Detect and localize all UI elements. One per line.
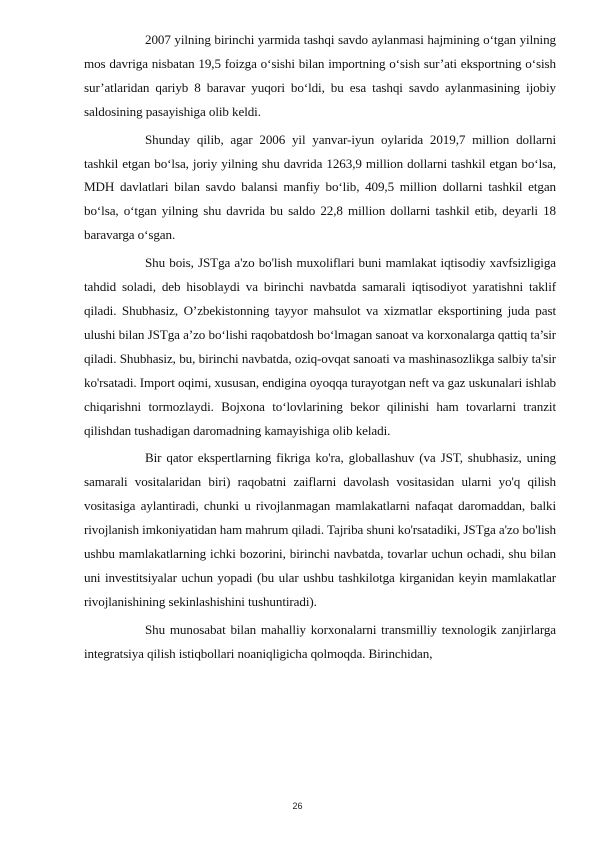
- body-text: [84, 28, 556, 670]
- paragraph-4: Bir qator ekspertlarning fikriga ko'ra, globallashuv (va JST, shubhasiz, uning samarali vositalaridan biri) raqobatni zaiflarni davolash vositasidan ularni yo'q qilish vositasiga aylantiradi, chunki u rivojlanmagan mamlakatlarni nafaqat daromaddan, balki rivojlanish imkoniyatidan ham mahrum qiladi. Tajriba shuni ko'rsatadiki, JSTga a'zo bo'lish ushbu mamlakatlarning ichki bozorini, birinchi navbatda, tovarlar uchun ochadi, shu bilan uni investitsiyalar uchun yopadi (bu ular ushbu tashkilotga kirganidan keyin mamlakatlar rivojlanishining sekinlashishini tushuntiradi).: [84, 450, 556, 609]
- paragraph-5: Shu munosabat bilan mahalliy korxonalarni transmilliy texnologik zanjirlarga integratsiya qilish istiqbollari noaniqligicha qolmoqda. Birinchidan,: [84, 621, 556, 661]
- page-number: 26: [292, 801, 303, 811]
- paragraph-2: Shunday qilib, agar 2006 yil yanvar-iyun oylarida 2019,7 million dollarni tashkil etgan bo‘lsa, joriy yilning shu davrida 1263,9 million dollarni tashkil etgan bo‘lsa, MDH davlatlari bilan savdo balansi manfiy bo‘lib, 409,5 million dollarni tashkil etgan bo‘lsa, o‘tgan yilning shu davrida bu saldo 22,8 million dollarni tashkil etib, deyarli 18 baravarga o‘sgan.: [84, 131, 556, 243]
- paragraph-1: 2007 yilning birinchi yarmida tashqi savdo aylanmasi hajmining o‘tgan yilning mos davriga nisbatan 19,5 foizga o‘sishi bilan importning o‘sish sur’ati eksportning o‘sish sur’atlaridan qariyb 8 baravar yuqori bo‘ldi, bu esa tashqi savdo aylanmasining ijobiy saldosining pasayishiga olib keldi.: [84, 32, 556, 119]
- paragraph-3: Shu bois, JSTga a'zo bo'lish muxoliflari buni mamlakat iqtisodiy xavfsizligiga tahdid soladi, deb hisoblaydi va birinchi navbatda samarali iqtisodiyot yaratishni taklif qiladi. Shubhasiz, O’zbekistonning tayyor mahsulot va xizmatlar eksportining juda past ulushi bilan JSTga a’zo bo‘lishi raqobatdosh bo‘lmagan sanoat va korxonalarga qattiq ta’sir qiladi. Shubhasiz, bu, birinchi navbatda, oziq-ovqat sanoati va mashinasozlikga salbiy ta'sir ko'rsatadi. Import oqimi, xususan, endigina oyoqqa turayotgan neft va gaz uskunalari ishlab chiqarishni tormozlaydi. Bojxona to‘lovlarining bekor qilinishi ham tovarlarni tranzit qilishdan tushadigan daromadning kamayishiga olib keladi.: [84, 255, 556, 438]
